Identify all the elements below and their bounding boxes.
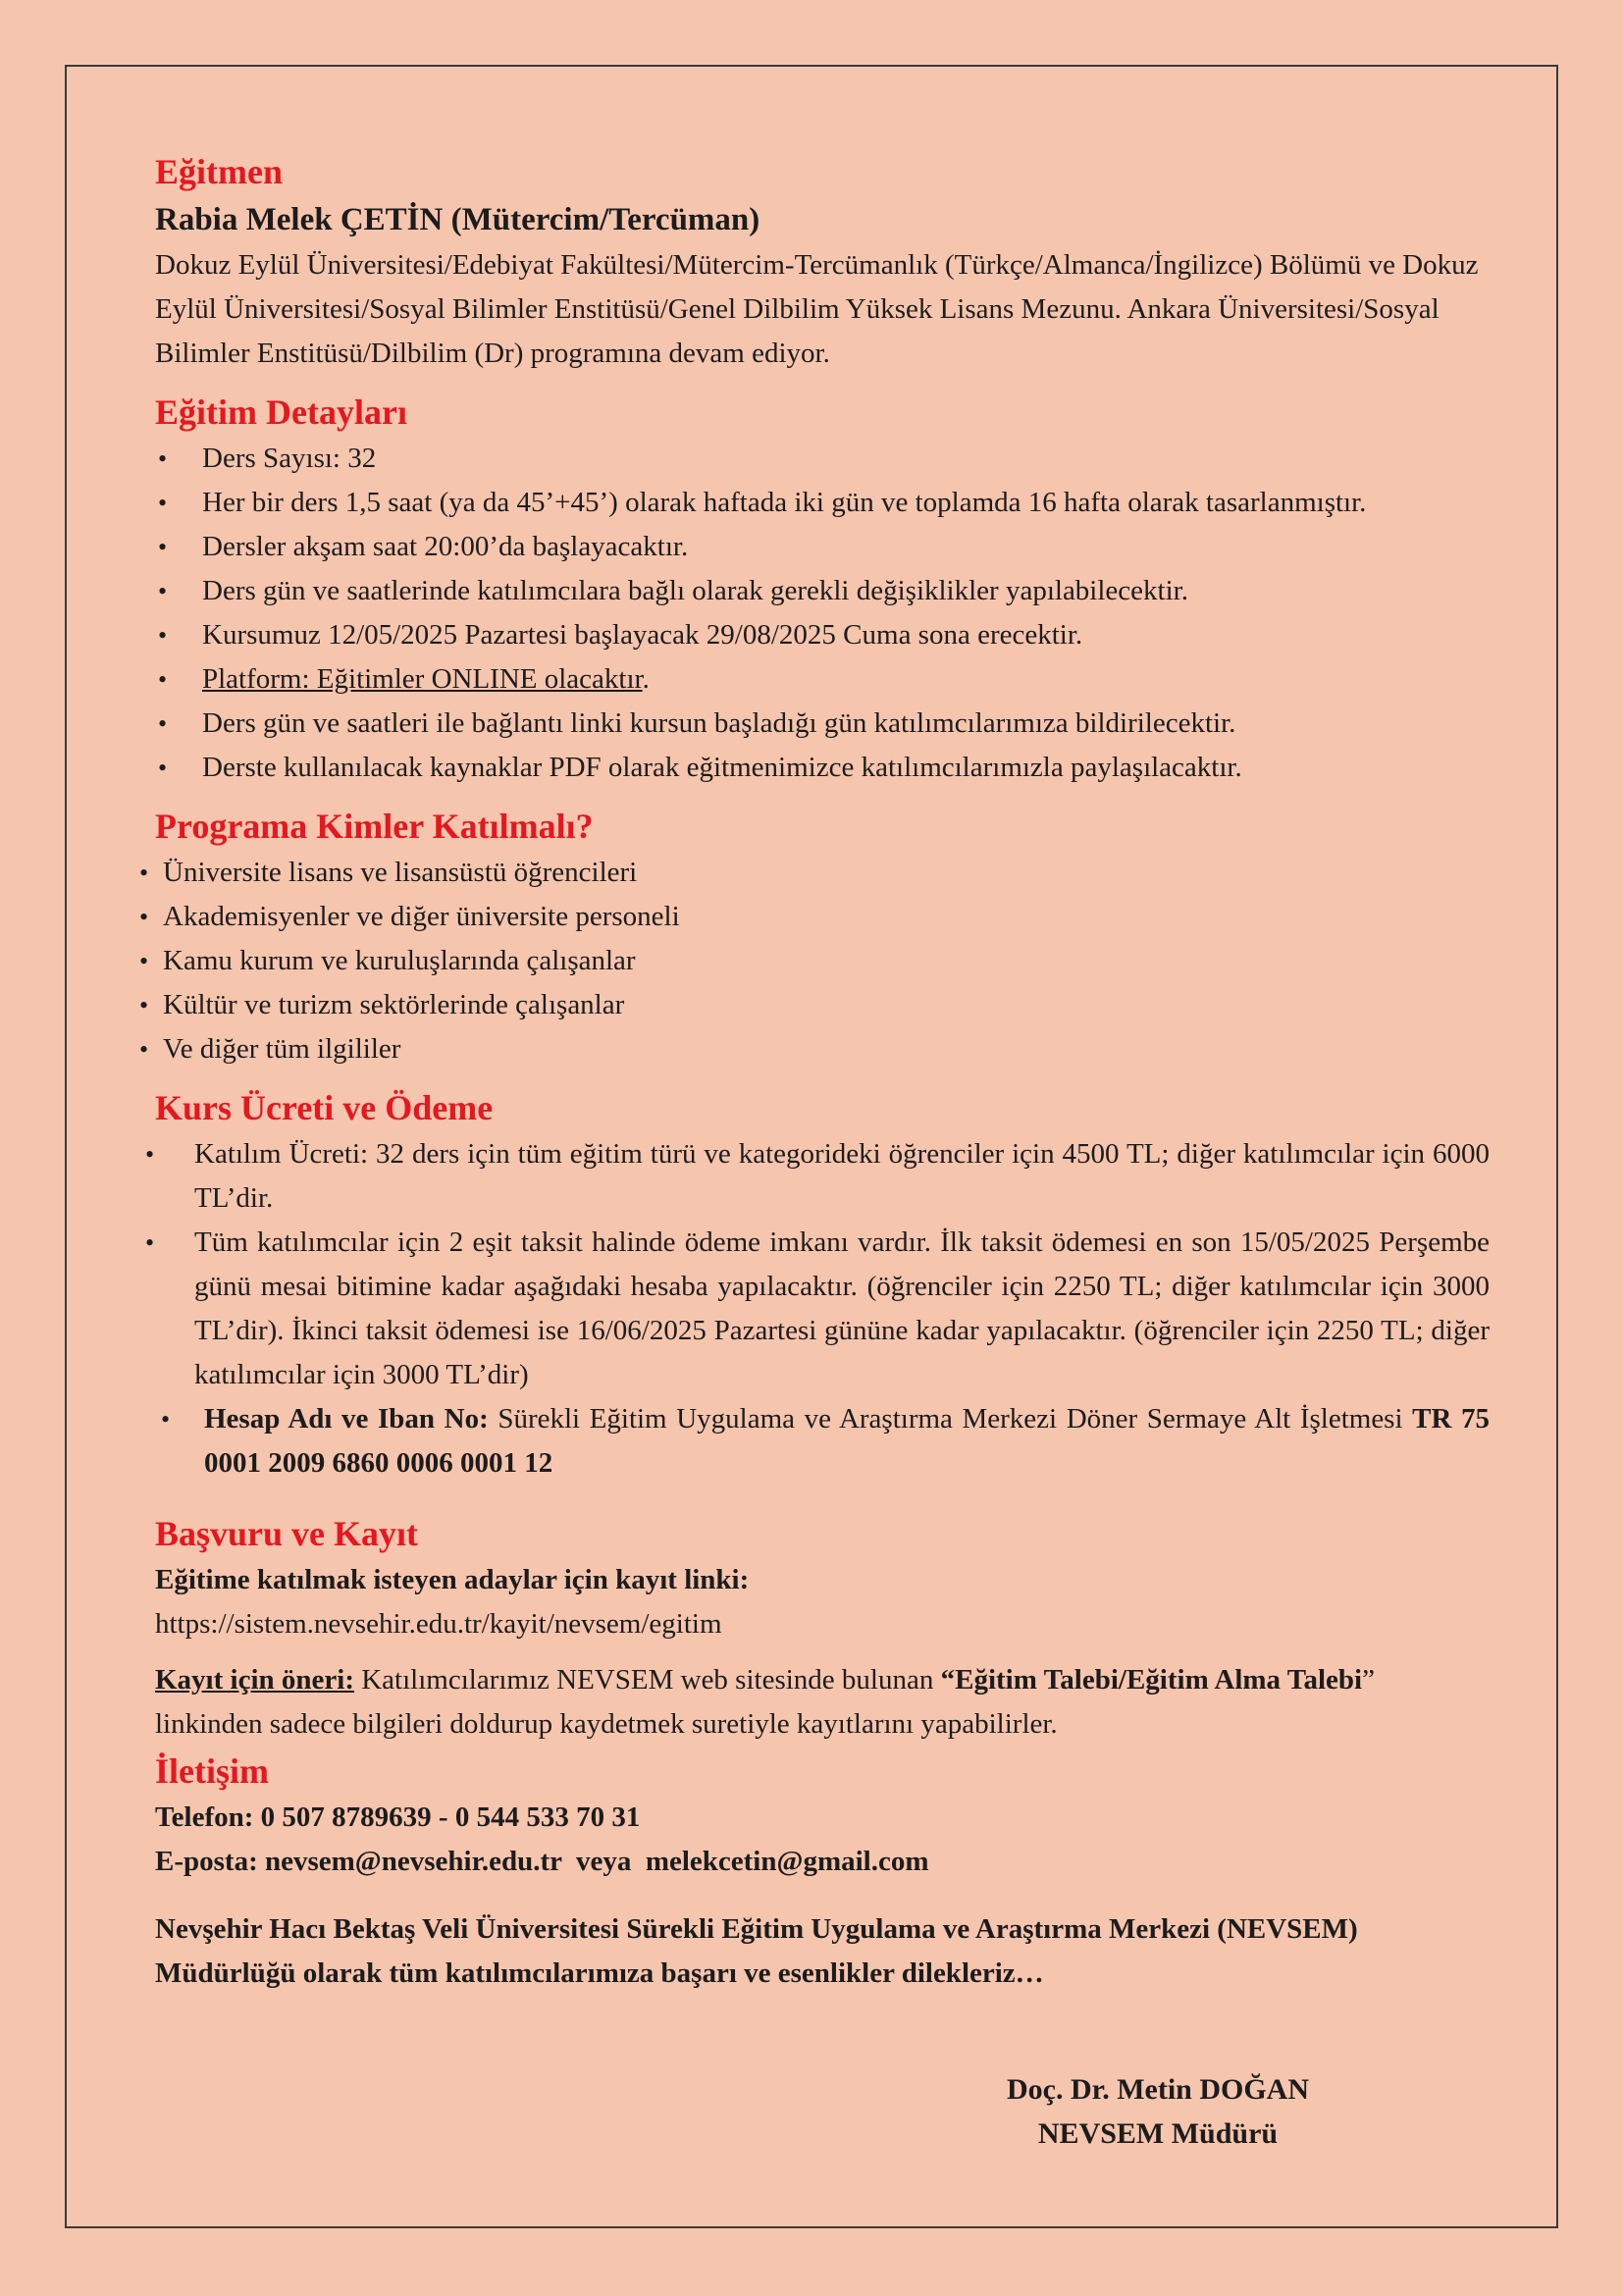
list-item: • Dersler akşam saat 20:00’da başlayacaktır. (155, 525, 1490, 569)
tip-text-end: ” linkinden sadece bilgileri doldurup kaydetmek suretiyle kayıtlarını yapabilirler. (155, 1664, 1375, 1740)
iban: TR 75 0001 2009 6860 0006 0001 12 (204, 1403, 1490, 1479)
registration-tip (155, 1658, 1411, 1747)
account-name: Sürekli Eğitim Uygulama ve Araştırma Merkezi Döner Sermaye Alt İşletmesi (488, 1403, 1413, 1435)
tip-label: Kayıt için öneri: (155, 1664, 354, 1696)
list-item: • Akademisyenler ve diğer üniversite personeli (137, 895, 1490, 939)
list-item: • Ve diğer tüm ilgililer (137, 1027, 1490, 1071)
account-label: Hesap Adı ve Iban No: (204, 1403, 489, 1435)
list-item: • Tüm katılımcılar için 2 eşit taksit halinde ödeme imkanı vardır. İlk taksit ödemesi en son 15/05/2025 Perşembe günü mesai bitimine kadar aşağıdaki hesaba yapılacaktır. (öğrenciler için 2250 TL; diğer katılımcılar için 3000 TL’dir). İkinci taksit ödemesi ise 16/06/2025 Pazartesi gününe kadar yapılacaktır. (öğrenciler için 2250 TL; diğer katılımcılar için 3000 TL’dir) (155, 1221, 1490, 1397)
platform-period: . (642, 663, 650, 695)
details-heading: Eğitim Detayları (155, 392, 407, 432)
contact-heading: İletişim (155, 1751, 269, 1791)
tip-link-name: “Eğitim Talebi/Eğitim Alma Talebi (940, 1664, 1363, 1696)
closing-message: Nevşehir Hacı Bektaş Veli Üniversitesi Sürekli Eğitim Uygulama ve Araştırma Merkezi (NEVSEM) Müdürlüğü olarak tüm katılımcılarımıza başarı ve esenlikler dilekleriz… (155, 1913, 1358, 1989)
list-item: • Her bir ders 1,5 saat (ya da 45’+45’) olarak haftada iki gün ve toplamda 16 hafta olarak tasarlanmıştır. (155, 481, 1490, 525)
instructor-name: Rabia Melek ÇETİN (Mütercim/Tercüman) (155, 202, 760, 237)
account-item (155, 1397, 1490, 1486)
document-body (155, 147, 1490, 1996)
registration-link[interactable]: https://sistem.nevsehir.edu.tr/kayit/nevsem/egitim (155, 1608, 722, 1640)
list-item: • Katılım Ücreti: 32 ders için tüm eğitim türü ve kategorideki öğrenciler için 4500 TL; diğer katılımcılar için 6000 TL’dir. (155, 1132, 1490, 1221)
contact-email[interactable]: E-posta: nevsem@nevsehir.edu.tr veya melekcetin@gmail.com (155, 1846, 929, 1877)
audience-list (137, 851, 1490, 1071)
signature-block (942, 2067, 1374, 2156)
list-item: • Ders gün ve saatleri ile bağlantı linki kursun başladığı gün katılımcılarımıza bildirilecektir. (155, 702, 1490, 746)
contact-phone: Telefon: 0 507 8789639 - 0 544 533 70 31 (155, 1801, 641, 1833)
registration-link-intro: Eğitime katılmak isteyen adaylar için kayıt linki: (155, 1564, 750, 1595)
instructor-bio: Dokuz Eylül Üniversitesi/Edebiyat Fakültesi/Mütercim-Tercümanlık (Türkçe/Almanca/İngilizce) Bölümü ve Dokuz Eylül Üniversitesi/Sosyal Bilimler Enstitüsü/Genel Dilbilim Yüksek Lisans Mezunu. Ankara Üniversitesi/Sosyal Bilimler Enstitüsü/Dilbilim (Dr) programına devam ediyor. (155, 249, 1479, 369)
list-item: • Derste kullanılacak kaynaklar PDF olarak eğitmenimizce katılımcılarımızla paylaşılacaktır. (155, 746, 1490, 790)
list-item: • Kamu kurum ve kuruluşlarında çalışanlar (137, 939, 1490, 983)
list-item (155, 657, 1490, 702)
fee-list (155, 1132, 1490, 1486)
signature-title: NEVSEM Müdürü (1037, 2117, 1279, 2150)
platform-link[interactable]: Platform: Eğitimler ONLINE olacaktır (202, 663, 643, 695)
list-item: • Üniversite lisans ve lisansüstü öğrencileri (137, 851, 1490, 895)
registration-heading: Başvuru ve Kayıt (155, 1514, 419, 1553)
instructor-heading: Eğitmen (155, 152, 283, 191)
audience-heading: Programa Kimler Katılmalı? (155, 807, 594, 846)
tip-text: Katılımcılarımız NEVSEM web sitesinde bulunan (353, 1664, 941, 1696)
details-list (155, 437, 1490, 790)
fee-heading: Kurs Ücreti ve Ödeme (155, 1088, 494, 1127)
signature-name: Doç. Dr. Metin DOĞAN (1006, 2073, 1309, 2106)
list-item: • Kursumuz 12/05/2025 Pazartesi başlayacak 29/08/2025 Cuma sona erecektir. (155, 613, 1490, 657)
list-item: • Ders Sayısı: 32 (155, 437, 1490, 481)
list-item: • Ders gün ve saatlerinde katılımcılara bağlı olarak gerekli değişiklikler yapılabilecektir. (155, 569, 1490, 613)
list-item: • Kültür ve turizm sektörlerinde çalışanlar (137, 983, 1490, 1027)
